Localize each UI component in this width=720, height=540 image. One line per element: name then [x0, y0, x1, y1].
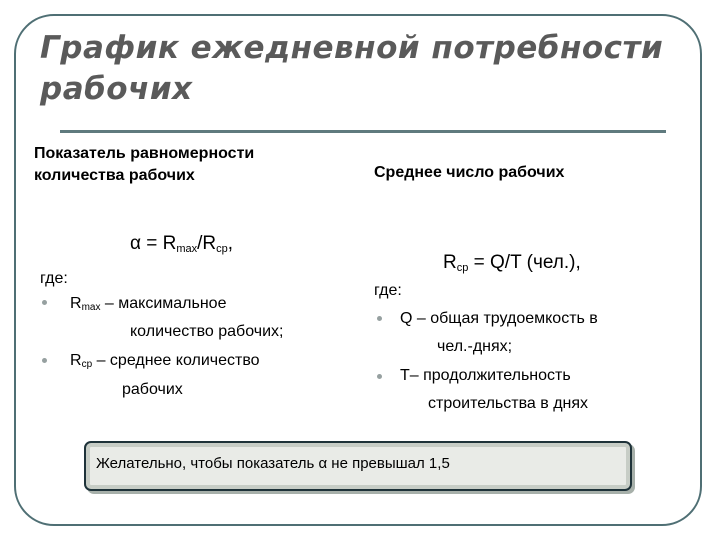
right-column-heading: Среднее число рабочих	[374, 164, 565, 181]
uniformity-formula	[130, 232, 233, 261]
left-list-item	[70, 293, 226, 318]
average-workers-formula	[443, 251, 581, 280]
item-subscript: max	[81, 302, 101, 313]
slide-title: График ежедневной потребности рабочих	[40, 30, 664, 107]
right-list-item-continuation: чел.-днях;	[437, 338, 513, 355]
formula-symbol: R	[443, 252, 457, 273]
left-list-item	[70, 350, 260, 375]
item-symbol: R	[70, 352, 82, 369]
item-subscript: ср	[81, 359, 93, 370]
formula-suffix: ,	[227, 233, 234, 254]
right-list-item: Q – общая трудоемкость в	[400, 310, 598, 327]
formula-sub-max: max	[176, 243, 198, 255]
bullet-icon	[42, 300, 47, 305]
right-list-item-continuation: строительства в днях	[428, 395, 589, 412]
formula-sub-avg: ср	[456, 262, 469, 274]
item-symbol: R	[70, 295, 82, 312]
bullet-icon	[377, 374, 382, 379]
bullet-icon	[377, 316, 382, 321]
left-heading-line2: количества рабочих	[34, 167, 195, 184]
formula-mid: /R	[197, 233, 217, 254]
right-where-label: где:	[374, 282, 402, 299]
left-heading-line1: Показатель равномерности	[34, 145, 255, 162]
left-list-item-continuation: рабочих	[122, 381, 183, 398]
recommendation-text: Желательно, чтобы показатель α не превышал 1,5	[96, 455, 450, 472]
formula-prefix: α = R	[130, 233, 177, 254]
left-where-label: где:	[40, 270, 68, 287]
formula-sub-avg: ср	[216, 243, 228, 255]
bullet-icon	[42, 358, 47, 363]
item-text: – среднее количество	[92, 352, 260, 369]
left-list-item-continuation: количество рабочих;	[130, 323, 284, 340]
left-column-heading	[34, 143, 254, 187]
item-text: – максимальное	[100, 295, 227, 312]
formula-rest: = Q/T (чел.),	[468, 252, 581, 273]
title-divider	[60, 130, 666, 133]
right-list-item: T– продолжительность	[400, 367, 571, 384]
